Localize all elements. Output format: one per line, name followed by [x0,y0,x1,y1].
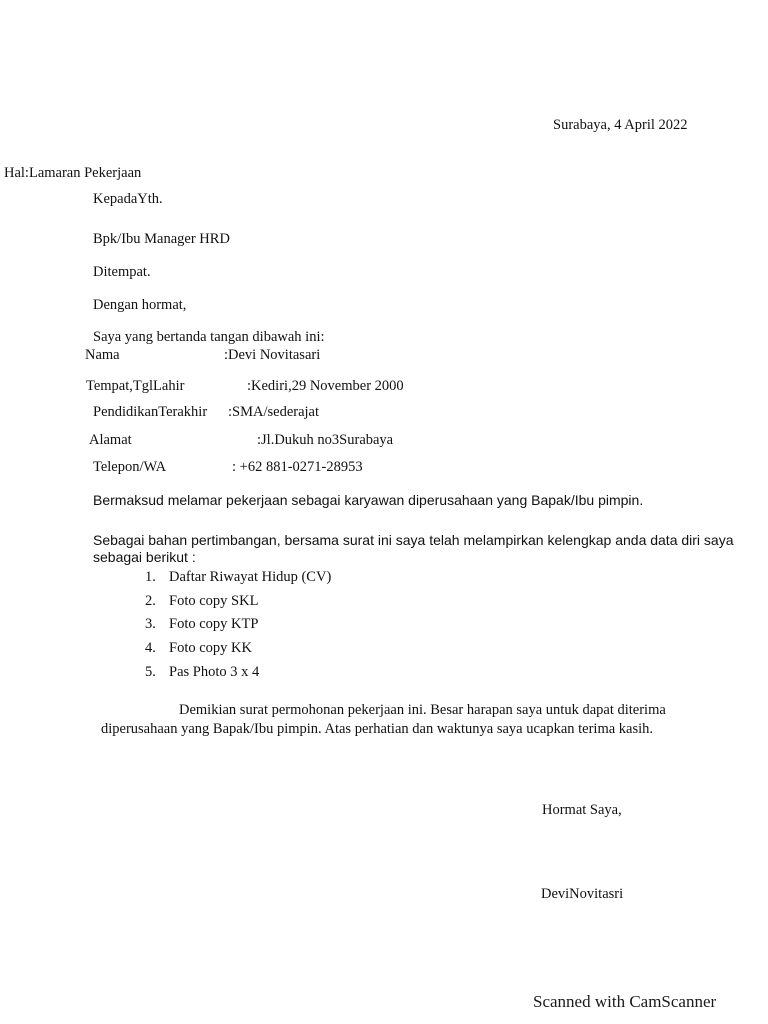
intro-line: Saya yang bertanda tangan dibawah ini: [93,329,325,345]
field-value-nama: :Devi Novitasari [224,347,321,363]
consideration-line-1: Sebagai bahan pertimbangan, bersama surat ini saya telah melampirkan kelengkap anda data diri saya [93,532,734,548]
purpose-paragraph: Bermaksud melamar pekerjaan sebagai karyawan diperusahaan yang Bapak/Ibu pimpin. [93,492,644,508]
attachment-item: Pas Photo 3 x 4 [169,664,260,680]
field-label-alamat: Alamat [89,432,132,448]
field-label-telepon: Telepon/WA [93,459,167,475]
greeting: Dengan hormat, [93,297,187,313]
attachment-number: 3. [145,616,156,632]
recipient-line-1: KepadaYth. [93,191,163,207]
signer-name: DeviNovitasri [541,886,624,902]
scanner-watermark: Scanned with CamScanner [533,992,717,1011]
sign-off: Hormat Saya, [542,802,622,818]
field-label-ttl: Tempat,TglLahir [86,378,185,394]
field-value-pendidikan: :SMA/sederajat [228,404,320,420]
attachment-item: Foto copy KTP [169,616,259,632]
subject-line: Hal:Lamaran Pekerjaan [4,165,142,181]
attachment-number: 4. [145,640,156,656]
closing-line-1: Demikian surat permohonan pekerjaan ini. Besar harapan saya untuk dapat diterima [179,702,666,718]
recipient-line-2: Bpk/Ibu Manager HRD [93,231,230,247]
attachment-item: Foto copy KK [169,640,252,656]
field-label-nama: Nama [85,347,120,363]
field-value-alamat: :Jl.Dukuh no3Surabaya [257,432,394,448]
field-value-ttl: :Kediri,29 November 2000 [247,378,404,394]
attachment-item: Daftar Riwayat Hidup (CV) [169,569,332,585]
place-date: Surabaya, 4 April 2022 [553,117,688,133]
field-value-telepon: : +62 881-0271-28953 [232,459,363,475]
consideration-line-2: sebagai berikut : [93,549,196,565]
recipient-line-3: Ditempat. [93,264,151,280]
field-label-pendidikan: PendidikanTerakhir [93,404,208,420]
attachment-item: Foto copy SKL [169,593,259,609]
attachment-number: 1. [145,569,156,585]
attachment-number: 2. [145,593,156,609]
closing-line-2: diperusahaan yang Bapak/Ibu pimpin. Atas perhatian dan waktunya saya ucapkan terima kasih. [101,721,654,737]
attachment-number: 5. [145,664,156,680]
